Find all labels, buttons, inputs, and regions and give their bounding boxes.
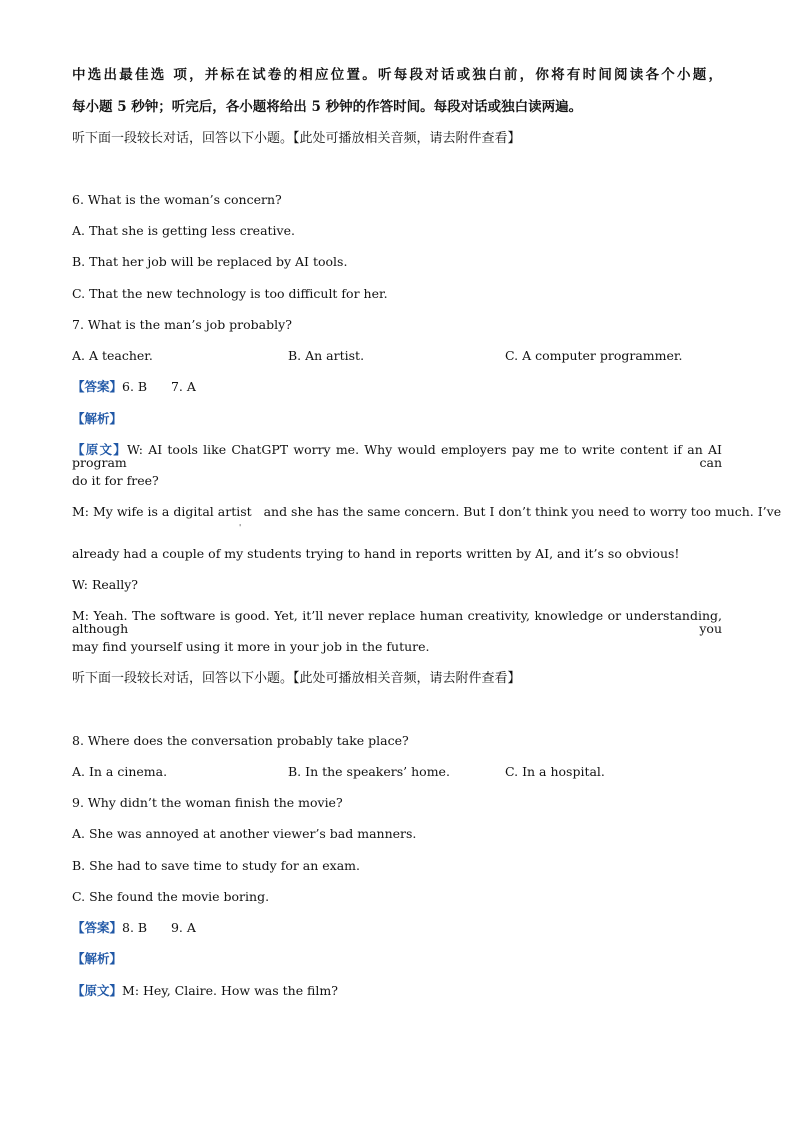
question-8-option-c: C. In a hospital. [505,764,605,779]
question-6: 6. What is the woman’s concern? [72,192,282,207]
question-8: 8. Where does the conversation probably take place? [72,733,409,748]
analysis-row-1 [72,413,122,426]
question-9-option-b: B. She had to save time to study for an exam. [72,858,361,873]
question-9-option-c: C. She found the movie boring. [72,889,270,904]
stray-mark: ' [239,523,242,532]
analysis-label: 【解析】 [72,951,123,966]
question-6-option-a: A. That she is getting less creative. [72,223,295,238]
question-7-option-c: C. A computer programmer. [505,348,683,363]
transcript-line-w1b: do it for free? [72,473,159,488]
question-8-option-a: A. In a cinema. [72,764,168,779]
question-9-option-a: A. She was annoyed at another viewer’s bad manners. [72,826,417,841]
instructions-line-2: 每小题 5 秒钟；听完后，各小题将给出 5 秒钟的作答时间。每段对话或独白读两遍。 [72,99,583,115]
transcript-line-m2a: M: Yeah. The software is good. Yet, it’ll never replace human creativity, knowledge or understanding, although you [72,608,722,636]
question-6-option-c: C. That the new technology is too difficult for her. [72,286,388,301]
transcript-text: W: AI tools like ChatGPT worry me. Why would employers pay me to write content if an AI program can [72,442,722,470]
question-7-option-b: B. An artist. [288,348,365,363]
section-1-lead: 听下面一段较长对话，回答以下小题。【此处可播放相关音频，请去附件查看】 [72,131,521,146]
transcript-line-2-m1 [72,985,338,998]
answer-text: 6. B 7. A [122,379,196,394]
answer-label: 【答案】 [72,920,123,935]
question-9: 9. Why didn’t the woman finish the movie? [72,795,343,810]
transcript-line-m1b: already had a couple of my students trying to hand in reports written by AI, and it’s so obvious! [72,546,680,561]
transcript-text: M: Hey, Claire. How was the film? [122,983,338,998]
question-8-option-b: B. In the speakers’ home. [288,764,450,779]
transcript-line-m2b: may find yourself using it more in your job in the future. [72,639,430,654]
transcript-line-w2: W: Really? [72,577,138,592]
question-7-option-a: A. A teacher. [72,348,153,363]
transcript-line-m1a: M: My wife is a digital artist and she has the same concern. But I don’t think you need to worry too much. I’ve [72,504,782,519]
question-7: 7. What is the man’s job probably? [72,317,292,332]
answer-label: 【答案】 [72,379,123,394]
transcript-line-w1a [72,444,722,469]
instructions-line-1: 中选出最佳选 项，并标在试卷的相应位置。听每段对话或独白前，你将有时间阅读各个小题， [72,67,722,83]
answer-row-2 [72,922,196,935]
section-2-lead: 听下面一段较长对话，回答以下小题。【此处可播放相关音频，请去附件查看】 [72,671,521,686]
analysis-row-2 [72,953,122,966]
question-6-option-b: B. That her job will be replaced by AI tools. [72,254,348,269]
answer-text: 8. B 9. A [122,920,196,935]
analysis-label: 【解析】 [72,411,123,426]
transcript-label: 【原文】 [72,442,128,457]
answer-row-1 [72,381,196,394]
transcript-label: 【原文】 [72,983,123,998]
